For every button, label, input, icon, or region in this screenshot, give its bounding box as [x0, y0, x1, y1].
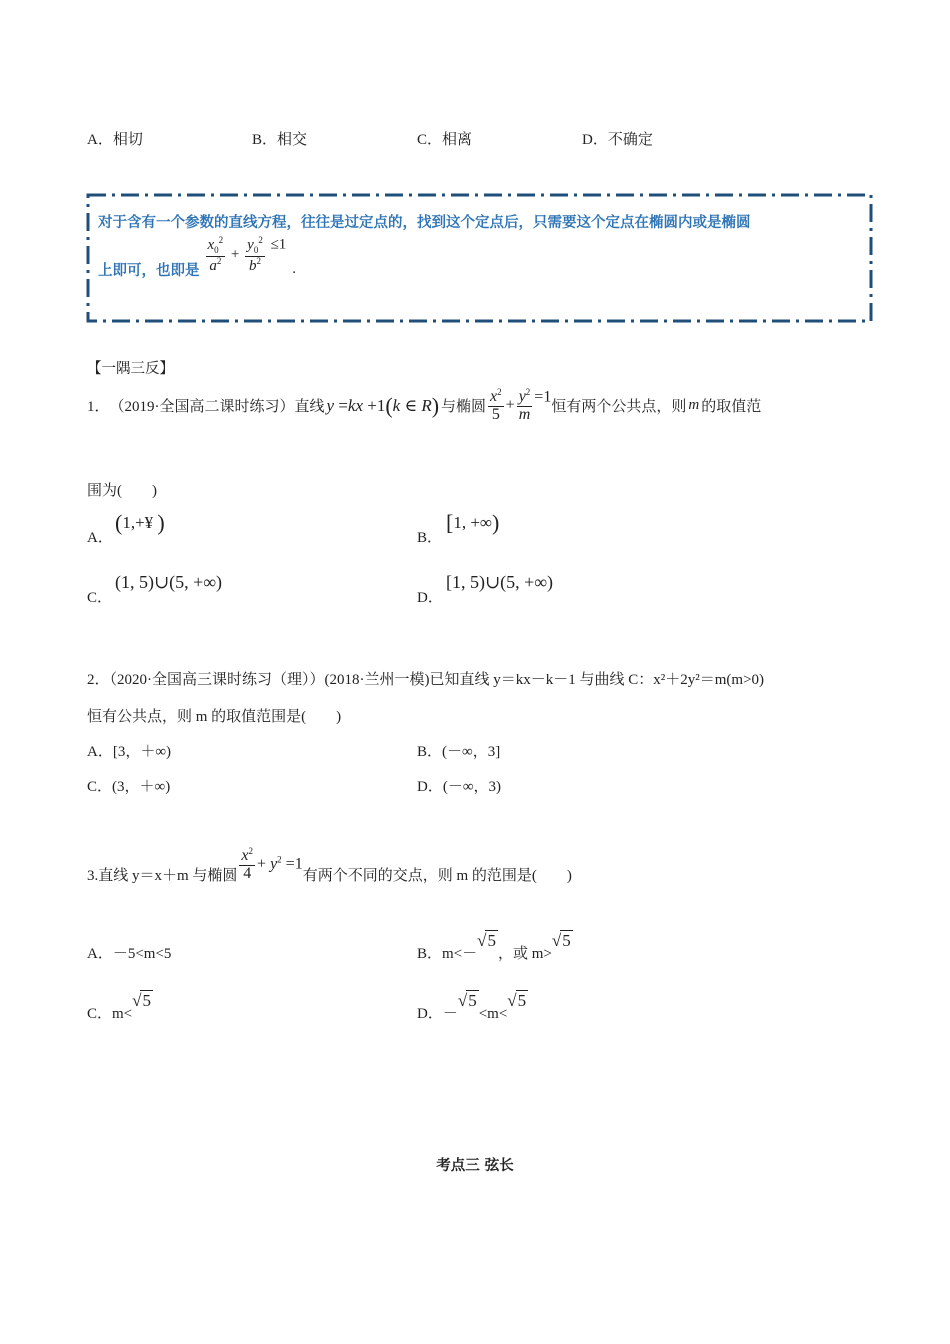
q3-option-a: A．－5<m<5 [87, 946, 172, 962]
option-a: A．相切 [87, 132, 143, 148]
q3-option-c-root: √5 [132, 991, 151, 1010]
q3-option-c-label: C．m< [87, 1006, 133, 1022]
question-3 [87, 844, 572, 885]
q2-option-b: B．(－∞，3] [417, 744, 501, 760]
q2-line-2: 恒有公共点，则 m 的取值范围是( ) [87, 709, 342, 725]
q3-option-d-root-1: √5 [457, 991, 477, 1010]
q3-option-b-mid: ，或 m> [497, 946, 552, 962]
q3-option-b-label: B．m<－ [417, 946, 478, 962]
q3-option-b-root-1: √5 [477, 931, 496, 950]
tip-formula: $\frac{x_0^2}{a^2}$ + $\frac{y_0^2}{b^2}$ ≤1 [207, 235, 287, 274]
q1-option-a: (1,+¥ ) [115, 510, 165, 535]
q2-option-c: C．(3，＋∞) [87, 779, 171, 795]
q1-tail: 恒有两个公共点，则 [551, 399, 687, 416]
option-b: B．相交 [252, 132, 308, 148]
q1-ellipse-eq: $\frac{x^2}{5}$ + $\frac{y^2}{m}$ =1 [490, 387, 552, 423]
q1-line-2: 围为( ) [87, 483, 157, 499]
q3-option-d-mid: <m< [478, 1006, 508, 1022]
q1-mid: 与椭圆 [441, 399, 487, 416]
q1-number: 1． [87, 399, 110, 416]
q3-suffix: 有两个不同的交点，则 m 的范围是( ) [302, 868, 572, 884]
tip-period: . [292, 261, 297, 277]
q3-option-b-root-2: √5 [551, 931, 571, 950]
q1-option-d: [1, 5)∪(5, +∞) [446, 572, 554, 592]
q1-option-b: [1, +∞) [446, 510, 500, 535]
q1-option-b-label: B． [417, 530, 443, 546]
section-title: 考点三 弦长 [436, 1158, 514, 1174]
q3-option-d-label: D．－ [417, 1006, 458, 1022]
section-label: 【一隅三反】 [87, 361, 174, 377]
q1-option-c-label: C． [87, 590, 113, 606]
q3-option-b [417, 930, 573, 963]
option-d: D．不确定 [582, 132, 653, 148]
q3-option-d [417, 990, 528, 1023]
option-c: C．相离 [417, 132, 473, 148]
tip-line-1: 对于含有一个参数的直线方程，往往是过定点的，找到这个定点后，只需要这个定点在椭圆内或是椭圆 [98, 215, 751, 231]
q3-option-c [87, 990, 153, 1023]
q2-option-d: D．(－∞，3) [417, 779, 502, 795]
q1-var-m: m [688, 397, 700, 414]
q1-option-c: (1, 5)∪(5, +∞) [115, 572, 223, 592]
q3-prefix: 3.直线 y＝x＋m 与椭圆 [87, 868, 238, 884]
q1-line-eq: y =kx +1(k ∈ R) [326, 392, 440, 418]
q1-source: （2019·全国高二课时练习）直线 [109, 399, 325, 416]
tip-box [86, 193, 873, 323]
q2-option-a: A．[3，＋∞) [87, 744, 172, 760]
q3-option-d-root-2: √5 [507, 991, 527, 1010]
q1-option-d-label: D． [417, 590, 443, 606]
q3-ellipse-eq: $\frac{x^2}{4}$ + $y^2 =1$ [241, 845, 303, 882]
q1-tail-2: 的取值范 [701, 399, 762, 416]
question-1 [87, 388, 761, 424]
q2-line-1: 2．（2020·全国高三课时练习（理））(2018·兰州一模)已知直线 y＝kx－k－1 与曲线 C：x²＋2y²＝m(m>0) [87, 672, 765, 688]
tip-line-2: 上即可，也即是 [98, 263, 200, 279]
q1-option-a-label: A． [87, 530, 113, 546]
